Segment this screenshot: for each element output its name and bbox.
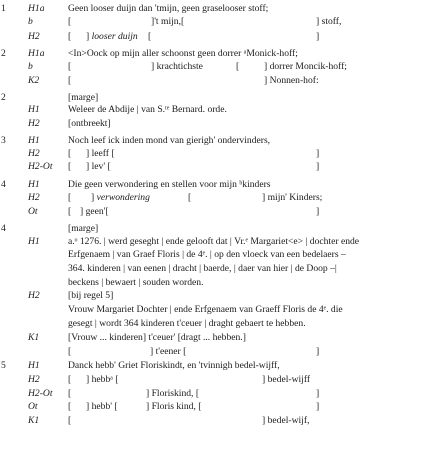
bracket-segment: ] stoff, — [316, 16, 342, 27]
apparatus-line — [0, 148, 445, 160]
variant-text: a.ᵒ 1276. | werd geseght | ende gelooft dat | Vr.ᵉ Margariet<e> | dochter ende — [68, 236, 360, 247]
witness-siglum: H1 — [28, 104, 40, 115]
witness-siglum: b — [28, 16, 33, 27]
apparatus-line — [0, 179, 445, 191]
italic-variant: looser duijn — [91, 31, 138, 42]
apparatus-line — [0, 304, 445, 316]
witness-siglum: H2 — [28, 290, 40, 301]
apparatus-line — [0, 16, 445, 28]
apparatus-line — [0, 206, 445, 218]
witness-siglum: H2-Ot — [28, 388, 53, 399]
variant-text: [ontbreekt] — [68, 118, 111, 129]
witness-siglum: H2 — [28, 31, 40, 42]
apparatus-line — [0, 223, 445, 235]
variant-text: Erfgenaem | van Graef Floris | de 4ᵉ. | op den vloeck van een bedelaers – — [68, 249, 346, 260]
variant-text: [ — [68, 401, 72, 412]
apparatus-line — [0, 388, 445, 400]
bracket-segment: ]'t mijn,[ — [151, 16, 185, 27]
bracket-segment: ] — [316, 161, 320, 172]
witness-siglum: K1 — [28, 332, 40, 343]
apparatus-line — [0, 135, 445, 147]
line-number: 3 — [1, 135, 6, 146]
apparatus-line — [0, 290, 445, 302]
bracket-segment: ] — [316, 206, 320, 217]
variant-text: 364. kinderen | van eenen | dracht | baerde, | daer van hier | de Doop –| — [68, 263, 337, 274]
apparatus-line — [0, 318, 445, 330]
line-number: 2 — [1, 92, 6, 103]
bracket-segment: [ — [236, 61, 240, 72]
variant-text: gesegt | wordt 364 kinderen t'ceuer | draght gebaert te hebben. — [68, 318, 306, 329]
apparatus-line — [0, 61, 445, 73]
variant-text: Vrouw Margariet Dochter | ende Erfgenaem van Graeff Floris de 4ᵉ. die — [68, 304, 343, 315]
apparatus-line — [0, 192, 445, 204]
bracket-segment: ] — [316, 401, 320, 412]
variant-text: [ — [68, 31, 72, 42]
witness-siglum: H2-Ot — [28, 161, 53, 172]
witness-siglum: H1 — [28, 360, 40, 371]
italic-variant: verwondering — [96, 192, 150, 203]
bracket-segment: ] mijn' Kinders; — [262, 192, 323, 203]
apparatus-line — [0, 118, 445, 130]
line-number: 4 — [1, 223, 6, 234]
bracket-segment: ] Floriskind, [ — [146, 388, 200, 399]
apparatus-line — [0, 249, 445, 261]
witness-siglum: H2 — [28, 374, 40, 385]
line-number: 4 — [1, 179, 6, 190]
bracket-segment: ] leeff [ — [86, 148, 115, 159]
variant-text: Weleer de Abdije | van S.ᵗᵉ Bernard. orde. — [68, 104, 227, 115]
variant-text: [Vrouw ... kinderen] t'ceuer' [dragt ... hebben.] — [68, 332, 246, 343]
witness-siglum: H2 — [28, 118, 40, 129]
variant-text: [ — [68, 415, 72, 426]
apparatus-line — [0, 332, 445, 344]
witness-siglum: H2 — [28, 148, 40, 159]
variant-text: Danck hebb' Griet Floriskindt, en 'tvinnigh bedel-wijff, — [68, 360, 280, 371]
witness-siglum: K1 — [28, 415, 40, 426]
bracket-segment: ] hebb' [ — [86, 401, 118, 412]
bracket-segment: ] krachtichste — [151, 61, 203, 72]
variant-text: Geen looser duijn dan 'tmijn, geen graselooser stoff; — [68, 3, 269, 14]
witness-siglum: K2 — [28, 75, 40, 86]
apparatus-line — [0, 92, 445, 104]
witness-siglum: Ot — [28, 401, 38, 412]
witness-siglum: H1 — [28, 236, 40, 247]
variant-text: [ — [68, 388, 72, 399]
bracket-segment: ] Nonnen-hof: — [264, 75, 319, 86]
bracket-segment: ] hebbᵃ [ — [86, 374, 119, 385]
variant-text: [ — [68, 161, 72, 172]
variant-text: Die geen verwondering en stellen voor mijn ᵇkinders — [68, 179, 271, 190]
witness-siglum: Ot — [28, 206, 38, 217]
variant-text: [ — [68, 61, 72, 72]
bracket-segment: ] — [316, 31, 320, 42]
variant-text: [ — [68, 16, 72, 27]
bracket-segment: ] dorrer Moncik-hoff; — [264, 61, 347, 72]
bracket-segment: ] lev' [ — [86, 161, 111, 172]
bracket-segment: [ — [148, 31, 152, 42]
witness-siglum: H1 — [28, 135, 40, 146]
bracket-segment: ] bedel-wijf, — [262, 415, 310, 426]
bracket-segment: ] verwondering — [91, 192, 150, 203]
bracket-segment: ] bedel-wijff — [262, 374, 311, 385]
apparatus-line — [0, 31, 445, 43]
apparatus-line — [0, 415, 445, 427]
bracket-segment: ] — [316, 148, 320, 159]
variant-text: [ — [68, 148, 72, 159]
witness-siglum: b — [28, 61, 33, 72]
apparatus-line — [0, 75, 445, 87]
witness-siglum: H1 — [28, 179, 40, 190]
apparatus-line — [0, 346, 445, 358]
variant-text: [ — [68, 374, 72, 385]
apparatus-line — [0, 401, 445, 413]
witness-siglum: H1a — [28, 3, 45, 14]
variant-text: [ — [68, 346, 72, 357]
bracket-segment: ] — [316, 346, 320, 357]
variant-text: [ — [68, 75, 72, 86]
apparatus-line — [0, 277, 445, 289]
bracket-segment: ] Floris kind, [ — [146, 401, 202, 412]
bracket-segment: [ — [188, 192, 192, 203]
apparatus-line — [0, 263, 445, 275]
variant-text: [ — [68, 192, 72, 203]
variant-text: [bij regel 5] — [68, 290, 114, 301]
apparatus-line — [0, 236, 445, 248]
witness-siglum: H1a — [28, 48, 45, 59]
variant-text: [marge] — [68, 92, 99, 103]
bracket-segment: ] looser duijn — [86, 31, 138, 42]
line-number: 5 — [1, 360, 6, 371]
variant-text: <In>Oock op mijn aller schoonst geen dorrer ᵃMonick-hoff; — [68, 48, 298, 59]
variant-text: [ — [68, 206, 72, 217]
bracket-segment: ] geen'[ — [80, 206, 109, 217]
apparatus-line — [0, 374, 445, 386]
bracket-segment: ] t'eener [ — [150, 346, 187, 357]
variant-text: beckens | bewaert | souden worden. — [68, 277, 204, 288]
line-number: 2 — [1, 48, 6, 59]
apparatus-line — [0, 104, 445, 116]
bracket-segment: ] — [316, 388, 320, 399]
witness-siglum: H2 — [28, 192, 40, 203]
apparatus-line — [0, 161, 445, 173]
apparatus-line — [0, 48, 445, 60]
variant-text: [marge] — [68, 223, 99, 234]
apparatus-line — [0, 3, 445, 15]
variant-text: Noch leef ick inden mond van gierigh' ondervinders, — [68, 135, 271, 146]
line-number: 1 — [1, 3, 6, 14]
apparatus-line — [0, 360, 445, 372]
